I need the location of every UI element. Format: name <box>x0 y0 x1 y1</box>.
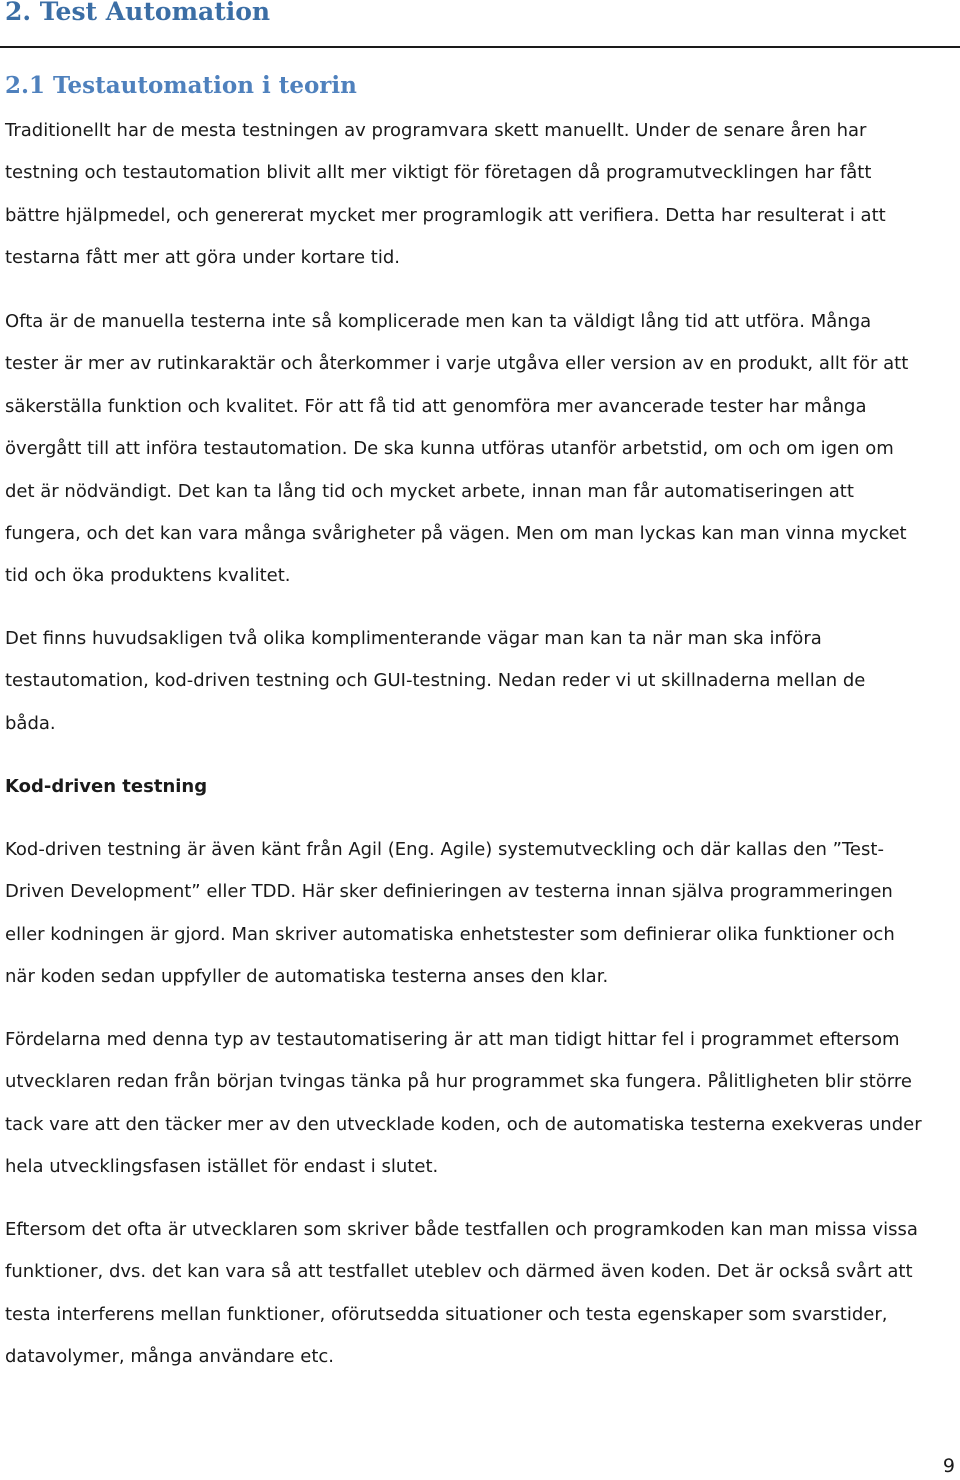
text-line: Eftersom det ofta är utvecklaren som skriver både testfallen och programkoden kan man missa vissa <box>5 1219 918 1240</box>
text-line: Det finns huvudsakligen två olika komplimenterande vägar man kan ta när man ska införa <box>5 628 822 649</box>
paragraph-1 <box>5 110 955 280</box>
text-line: testning och testautomation blivit allt mer viktigt för företagen då programutvecklingen har fått <box>5 162 872 184</box>
text-line: säkerställa funktion och kvalitet. För att få tid att genomföra mer avancerade tester har många <box>5 395 867 417</box>
text-line: testa interferens mellan funktioner, oförutsedda situationer och testa egenskaper som svarstider, <box>5 1303 888 1325</box>
text-line: när koden sedan uppfyller de automatiska testerna anses den klar. <box>5 966 609 988</box>
text-line: hela utvecklingsfasen istället för endast i slutet. <box>5 1156 439 1178</box>
page-number: 9 <box>942 1455 955 1477</box>
heading-rule <box>0 46 960 48</box>
text-line: övergått till att införa testautomation. De ska kunna utföras utanför arbetstid, om och om igen om <box>5 438 894 460</box>
text-line: båda. <box>5 712 56 734</box>
text-line: fungera, och det kan vara många svårigheter på vägen. Men om man lyckas kan man vinna mycket <box>5 523 907 545</box>
chapter-heading: 2. Test Automation <box>5 0 271 26</box>
paragraph-6 <box>5 1209 955 1379</box>
text-line: Ofta är de manuella testerna inte så komplicerade men kan ta väldigt lång tid att utföra. Många <box>5 311 872 332</box>
text-line: tack vare att den täcker mer av den utvecklade koden, och de automatiska testerna exekveras under <box>5 1113 922 1135</box>
paragraph-2 <box>5 301 955 598</box>
text-line: utvecklaren redan från början tvingas tänka på hur programmet ska fungera. Pålitligheten blir större <box>5 1071 912 1093</box>
subsection-heading: Kod-driven testning <box>5 776 208 797</box>
text-line: Kod-driven testning är även känt från Agil (Eng. Agile) systemutveckling och där kallas den ”Test- <box>5 839 884 860</box>
text-line: tid och öka produktens kvalitet. <box>5 565 291 587</box>
text-line: tester är mer av rutinkaraktär och återkommer i varje utgåva eller version av en produkt, allt för att <box>5 353 909 375</box>
text-line: Traditionellt har de mesta testningen av programvara skett manuellt. Under de senare åren har <box>5 120 867 141</box>
text-line: bättre hjälpmedel, och genererat mycket mer programlogik att verifiera. Detta har resulterat i att <box>5 204 886 226</box>
paragraph-5 <box>5 1019 955 1189</box>
text-line: testautomation, kod-driven testning och GUI-testning. Nedan reder vi ut skillnaderna mellan de <box>5 670 866 692</box>
paragraph-4 <box>5 829 955 999</box>
text-line: det är nödvändigt. Det kan ta lång tid och mycket arbete, innan man får automatiseringen att <box>5 480 854 502</box>
text-line: eller kodningen är gjord. Man skriver automatiska enhetstester som definierar olika funktioner och <box>5 923 895 945</box>
paragraph-3 <box>5 618 955 745</box>
section-heading: 2.1 Testautomation i teorin <box>5 72 357 99</box>
text-line: testarna fått mer att göra under kortare tid. <box>5 247 400 269</box>
text-line: Fördelarna med denna typ av testautomatisering är att man tidigt hittar fel i programmet eftersom <box>5 1029 900 1050</box>
text-line: funktioner, dvs. det kan vara så att testfallet uteblev och därmed även koden. Det är också svårt att <box>5 1261 913 1283</box>
text-line: datavolymer, många användare etc. <box>5 1346 335 1368</box>
text-line: Driven Development” eller TDD. Här sker definieringen av testerna innan själva programmeringen <box>5 881 893 903</box>
